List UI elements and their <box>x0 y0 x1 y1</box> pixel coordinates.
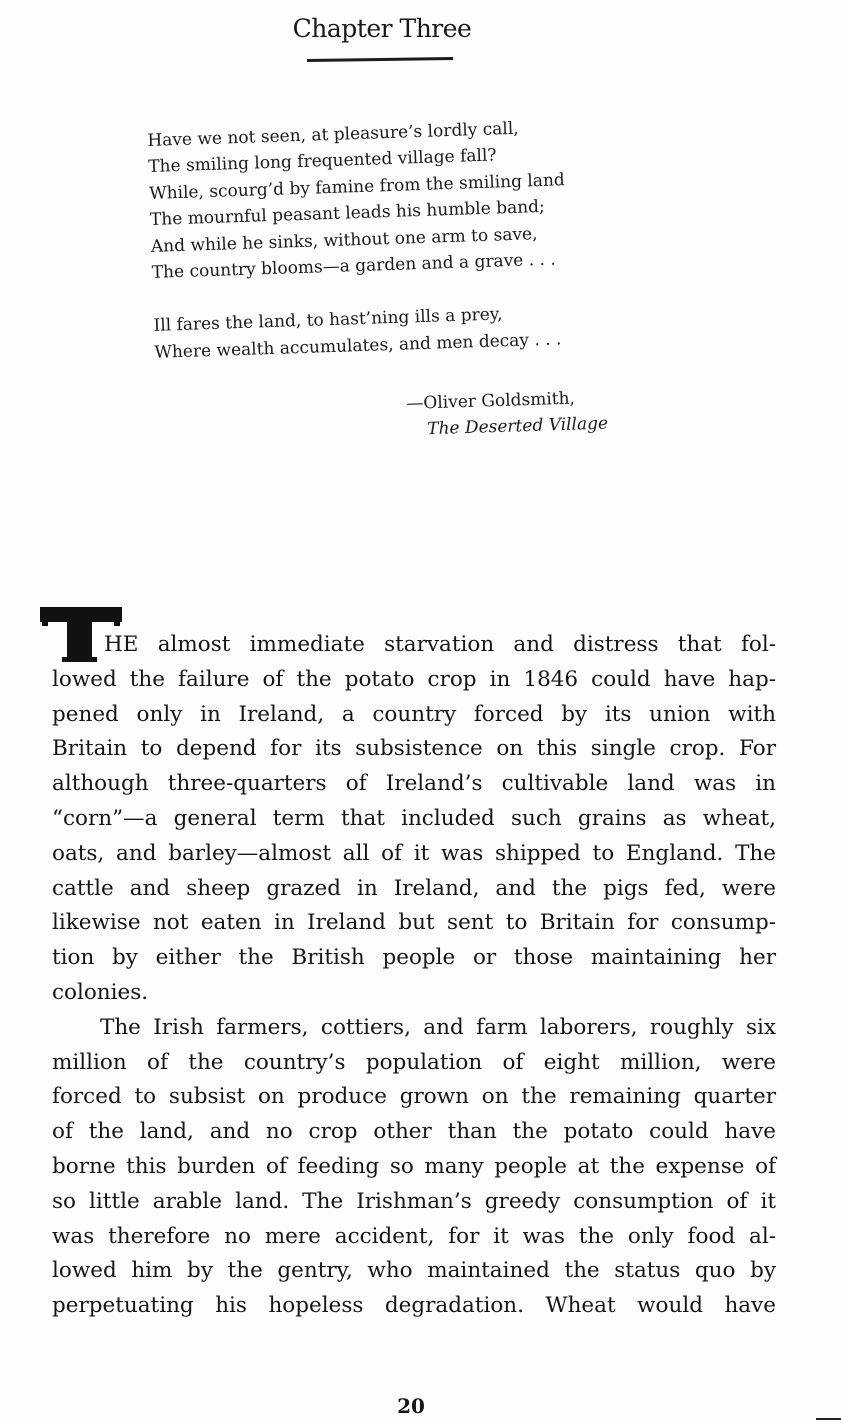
paragraph-1-line: HE almost immediate starvation and distress that fol- <box>104 632 776 657</box>
epigraph-author: —Oliver Goldsmith, <box>406 388 576 414</box>
paragraph-1-line: although three-quarters of Ireland’s cultivable land was in <box>52 771 776 797</box>
epigraph-line: Have we not seen, at pleasure’s lordly call, <box>147 118 519 151</box>
chapter-title: Chapter Three <box>292 14 472 43</box>
paragraph-2-line: lowed him by the gentry, who maintained the status quo by <box>52 1258 776 1284</box>
paragraph-2-line: million of the country’s population of eight million, were <box>52 1049 776 1075</box>
paragraph-2-line: perpetuating his hopeless degradation. Wheat would have <box>52 1293 776 1319</box>
scan-edge-mark <box>816 1418 841 1420</box>
body-text <box>52 628 776 1324</box>
paragraph-2-line: borne this burden of feeding so many people at the expense of <box>52 1153 776 1179</box>
epigraph-line: Ill fares the land, to hast’ning ills a prey, <box>153 304 503 337</box>
paragraph-2-line: was therefore no mere accident, for it was the only food al- <box>52 1223 776 1249</box>
chapter-title-rule <box>307 57 453 62</box>
epigraph-line: The smiling long frequented village fall? <box>147 145 497 178</box>
paragraph-2-line: forced to subsist on produce grown on the remaining quarter <box>52 1084 776 1110</box>
epigraph-work-title: The Deserted Village <box>426 413 609 440</box>
epigraph-line: While, scourg’d by famine from the smiling land <box>148 169 566 204</box>
epigraph-attribution <box>402 383 664 443</box>
paragraph-2-line: so little arable land. The Irishman’s greedy consumption of it <box>52 1188 776 1214</box>
epigraph-line: Where wealth accumulates, and men decay . . . <box>154 329 562 363</box>
epigraph-line: The mournful peasant leads his humble band; <box>149 197 546 231</box>
paragraph-1-line: Britain to depend for its subsistence on this single crop. For <box>52 736 776 762</box>
paragraph-1-line: likewise not eaten in Ireland but sent to Britain for consump- <box>52 910 776 936</box>
paragraph-1-line: oats, and barley—almost all of it was shipped to England. The <box>52 840 776 866</box>
epigraph-poem <box>147 111 675 366</box>
paragraph-2-line: of the land, and no crop other than the potato could have <box>52 1119 776 1145</box>
epigraph-line: The country blooms—a garden and a grave . . . <box>151 249 557 283</box>
paragraph-1-line: pened only in Ireland, a country forced by its union with <box>52 701 776 727</box>
page-number: 20 <box>397 1394 425 1418</box>
epigraph-line: And while he sinks, without one arm to save, <box>150 223 538 257</box>
paragraph-1-line: tion by either the British people or those maintaining her <box>52 945 776 971</box>
paragraph-1-line: cattle and sheep grazed in Ireland, and the pigs fed, were <box>52 875 776 901</box>
paragraph-1-line: “corn”—a general term that included such grains as wheat, <box>52 805 776 831</box>
paragraph-1-line: lowed the failure of the potato crop in 1846 could have hap- <box>52 666 776 692</box>
paragraph-1-line: colonies. <box>52 979 149 1005</box>
paragraph-2-line: The Irish farmers, cottiers, and farm laborers, roughly six <box>100 1014 776 1040</box>
